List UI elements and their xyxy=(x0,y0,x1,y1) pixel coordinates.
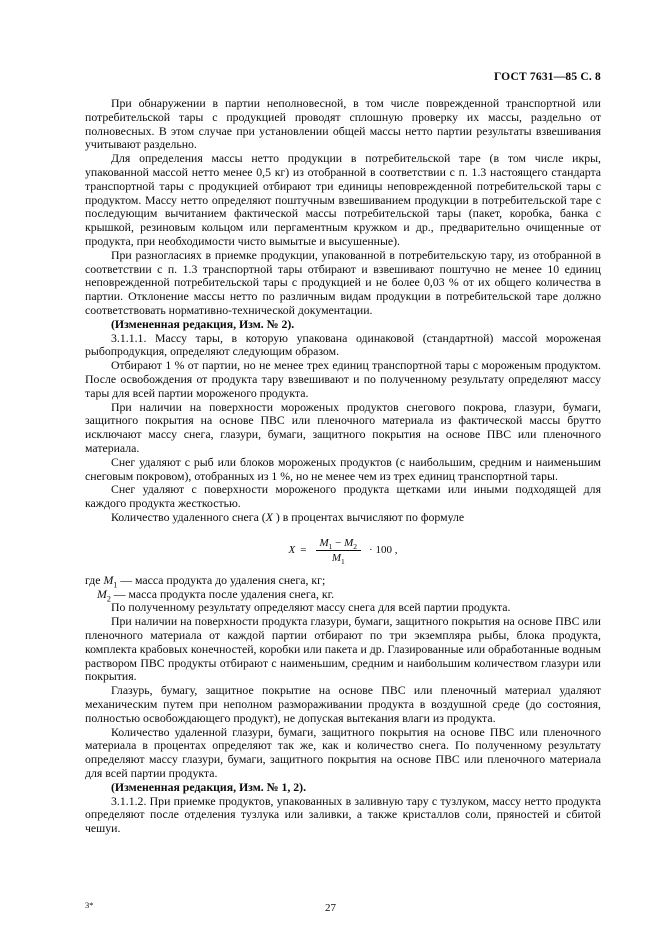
paragraph: Для определения массы нетто продукции в потребительской таре (в том числе икры, упакованной массой нетто менее 0,5 кг) из отобранной в соответствии с п. 1.3 настоящего стандарта транспортной тары с продукцией отбирают три единицы неповрежденной потребительской тары с продуктом. Массу нетто определяют поштучным взвешиванием продукции в потребительской таре с последующим вычитанием фактической массы потребительской тары (пакет, коробка, банка с крышкой, резиновым кольцом или пергаментным кружком и др., предварительно очищенные от продукта, при необходимости чисто вымытые и высушенные). xyxy=(85,151,601,248)
paragraph: Снег удаляют с поверхности мороженого продукта щетками или иными подходящей для каждого продукта жесткостью. xyxy=(85,482,601,511)
fraction xyxy=(316,537,362,564)
subscript-1: 1 xyxy=(328,541,333,551)
paragraph: Глазурь, бумагу, защитное покрытие на основе ПВС или пленочный материал удаляют механическим путем при неполном размораживании продукта в воздушной среде (до состояния, полностью освобождающего продукт), не допуская вытекания влаги из продукта. xyxy=(85,683,601,725)
fraction-numerator xyxy=(316,537,362,551)
page-header xyxy=(85,71,601,83)
variable-m1: M xyxy=(103,572,114,587)
formula-intro-text: ) в процентах вычисляют по формуле xyxy=(272,509,465,524)
variable-m2: M xyxy=(344,536,354,549)
subscript-1: 1 xyxy=(113,580,118,590)
where-definition: — масса продукта после удаления снега, кг. xyxy=(110,586,335,601)
formula-intro-text: Количество удаленного снега ( xyxy=(111,509,266,524)
signature-mark: 3* xyxy=(85,900,94,910)
formula-multiplier: · 100 , xyxy=(369,543,398,556)
fraction-denominator xyxy=(316,551,362,564)
formula-intro-paragraph xyxy=(85,511,601,525)
clause-3-1-1-2: 3.1.1.2. При приемке продуктов, упакованных в заливную тару с тузлуком, массу нетто продукта определяют после отделения тузлука или заливки, а также кристаллов соли, пряностей и сбитой чешуи. xyxy=(85,793,601,836)
formula-variable-x: X xyxy=(265,509,273,524)
subscript-2: 2 xyxy=(353,541,358,551)
where-prefix: где xyxy=(85,572,104,587)
variable-m1: M xyxy=(319,536,329,549)
formula-where-line xyxy=(85,588,601,602)
paragraph: При наличии на поверхности мороженых продуктов снегового покрова, глазури, бумаги, защитного покрытия на основе ПВС или пленочного материала из фактической массы брутто исключают массу снега, глазури, бумаги, защитного покрытия на основе ПВС или пленочного материала. xyxy=(85,399,601,455)
paragraph: При обнаружении в партии неполновесной, в том числе поврежденной транспортной или потребительской тары с продукцией проводят сплошную проверку их массы, раздельно от полновесных. В этом случае при установлении общей массы нетто партии результаты взвешивания учитывают раздельно. xyxy=(85,96,601,152)
where-definition: — масса продукта до удаления снега, кг; xyxy=(117,572,326,587)
amendment-note: (Измененная редакция, Изм. № 1, 2). xyxy=(111,779,307,794)
formula-where-line xyxy=(85,574,601,588)
paragraph: При разногласиях в приемке продукции, упакованной в потребительскую тару, из отобранной в соответствии с п. 1.3 транспортной тары отбирают и взвешивают поштучно не менее 10 единиц неповрежденной потребительской тары с продукцией и не более 0,03 % от их общего количества в партии. Отклонение массы нетто по различным видам продукции в потребительской таре должно соответствовать нормативно-технической документации. xyxy=(85,247,601,317)
clause-3-1-1-1: 3.1.1.1. Массу тары, в которую упакована одинаковой (стандартной) массой мороженая рыбопродукция, определяют следующим образом. xyxy=(85,330,601,359)
paragraph: Отбирают 1 % от партии, но не менее трех единиц транспортной тары с мороженым продуктом. После освобождения от продукта тару взвешивают и по полученному результату определяют массу тары для всей партии мороженого продукта. xyxy=(85,358,601,400)
formula xyxy=(85,537,601,564)
paragraph: Снег удаляют с рыб или блоков мороженых продуктов (с наибольшим, средним и наименьшим снеговым покровом), отобранных из 1 %, но не менее чем из трех единиц транспортной тары. xyxy=(85,454,601,483)
equals-sign: = xyxy=(300,543,307,556)
amendment-note: (Измененная редакция, Изм. № 2). xyxy=(111,316,295,331)
variable-m2: M xyxy=(97,586,107,601)
document-body xyxy=(85,97,601,836)
paragraph: Количество удаленной глазури, бумаги, защитного покрытия на основе ПВС или пленочного материала в процентах определяют так же, как и количество снега. По полученному результату определяют массу глазури, бумаги, защитного покрытия на основе ПВС или пленочного материала для всей партии продукта. xyxy=(85,724,601,781)
subscript-1: 1 xyxy=(340,556,345,566)
subscript-2: 2 xyxy=(106,594,111,604)
formula-lhs: X xyxy=(288,543,296,556)
paragraph: По полученному результату определяют массу снега для всей партии продукта. xyxy=(111,600,511,615)
paragraph: При наличии на поверхности продукта глазури, бумаги, защитного покрытия на основе ПВС или пленочного материала от каждой партии отбирают по три экземпляра рыбы, блока продукта, комплекта крабовых конечностей, коробки или пакета и др. Глазированные или обработанные водным раствором ПВС продукты отбирают с наименьшим, средним и наибольшим количеством глазури или покрытия. xyxy=(85,614,601,684)
page-number: 27 xyxy=(325,902,336,914)
minus-sign: − xyxy=(332,536,345,549)
gost-standard-number: ГОСТ 7631—85 С. 8 xyxy=(493,71,601,83)
variable-m1: M xyxy=(331,551,341,564)
